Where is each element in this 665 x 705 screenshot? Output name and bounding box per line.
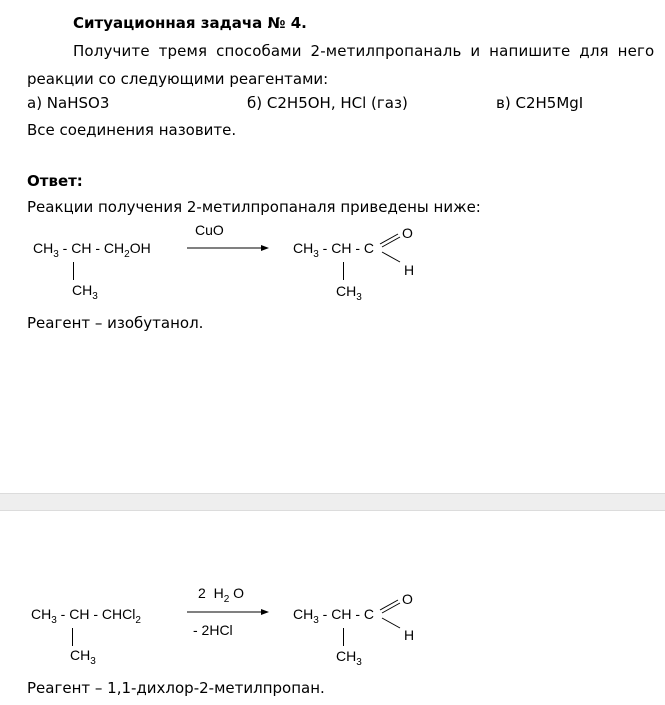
reaction1-reactant — [33, 240, 151, 260]
product1-branch — [336, 283, 362, 303]
product2-ch3-sub: 3 — [313, 614, 319, 626]
reagent-c-mid: H — [535, 94, 547, 112]
reactant2-ch3-sub: 3 — [51, 614, 57, 626]
reaction2-h-sub: 2 — [223, 593, 230, 605]
reaction2-coef: 2 — [198, 585, 206, 601]
reactant2-branch — [70, 647, 96, 667]
reaction2-h: H — [213, 585, 224, 601]
reaction2-reagent-bottom: - 2HCl — [193, 622, 233, 638]
reagent-b — [247, 94, 408, 112]
reactant2-mid: - CH - CHCl — [56, 606, 136, 622]
reactant1-branch — [72, 282, 98, 302]
product1-mid: - CH - C — [318, 240, 375, 256]
reagent-c — [496, 94, 583, 112]
reagent-a — [27, 94, 109, 112]
reagent-c-text: в) C — [496, 94, 526, 112]
reaction1-reagent: CuO — [195, 222, 224, 238]
product1-ch3-sub: 3 — [313, 248, 319, 260]
task-line-1 — [73, 42, 655, 60]
intro-text: Реакции получения 2-метилпропаналя приведены ниже: — [27, 198, 481, 216]
reactant1-branch-bond — [73, 262, 74, 280]
reagent-b-sub1: 2 — [277, 94, 287, 112]
reactant2-mid-sub: 2 — [135, 614, 141, 626]
reaction2-reagent-top — [198, 585, 244, 605]
reaction1-arrow — [187, 243, 272, 253]
reagent-line-1: Реагент – изобутанол. — [27, 314, 204, 332]
page-divider — [0, 493, 665, 511]
product2-ch3: CH — [293, 606, 314, 622]
product1-chain — [293, 240, 374, 260]
reactant1-mid: - CH - CH — [58, 240, 125, 256]
product1-h: H — [404, 262, 415, 278]
product2-mid: - CH - C — [318, 606, 375, 622]
answer-label: Ответ: — [27, 172, 83, 190]
product1-branch-sub: 3 — [356, 291, 362, 303]
reaction2-reactant — [31, 606, 141, 626]
task-line-2: реакции со следующими реагентами: — [27, 70, 329, 88]
product1-ch3: CH — [293, 240, 314, 256]
reactant2-branch-sub: 3 — [90, 655, 96, 667]
product1-branch-ch: CH — [336, 283, 357, 299]
product2-o: O — [402, 591, 413, 607]
reactant1-branch-sub: 3 — [92, 290, 98, 302]
reagent-b-mid: H — [286, 94, 299, 112]
product2-branch-ch: CH — [336, 648, 357, 664]
reactant1-ch3-sub: 3 — [53, 248, 59, 260]
product2-branch-sub: 3 — [356, 656, 362, 668]
reactant2-ch3: CH — [31, 606, 52, 622]
reactant1-branch-ch: CH — [72, 282, 93, 298]
reagent-a-text: а) NaHSO — [27, 94, 100, 112]
reactant2-branch-bond — [72, 628, 73, 646]
reagent-a-sub: 3 — [99, 94, 110, 112]
reagent-c-suffix: MgI — [556, 94, 584, 112]
reagent-c-sub1: 2 — [525, 94, 536, 112]
name-all-instruction: Все соединения назовите. — [27, 121, 237, 139]
product1-branch-bond — [343, 262, 344, 280]
reaction2-arrow — [187, 607, 272, 617]
reactant1-mid-sub: 2 — [124, 248, 130, 260]
product2-chain — [293, 606, 374, 626]
reactant1-end: OH — [129, 240, 151, 256]
reaction2-o: O — [233, 585, 245, 601]
reactant2-branch-ch: CH — [70, 647, 91, 663]
product2-h: H — [404, 627, 415, 643]
product2-branch-bond — [343, 628, 344, 646]
reactant1-ch3: CH — [33, 240, 54, 256]
task-line-1-text: Получите тремя способами 2-метилпропаналь и напишите для него — [73, 42, 655, 60]
reagent-b-text: б) C — [247, 94, 278, 112]
reagent-c-sub2: 5 — [546, 94, 557, 112]
reagent-b-sub2: 5 — [298, 94, 308, 112]
reagent-line-2: Реагент – 1,1-дихлор-2-метилпропан. — [27, 679, 325, 697]
product1-o: O — [402, 225, 413, 241]
task-title: Ситуационная задача № 4. — [73, 14, 307, 32]
reagent-b-suffix: OH, HCl (газ) — [307, 94, 408, 112]
product2-branch — [336, 648, 362, 668]
